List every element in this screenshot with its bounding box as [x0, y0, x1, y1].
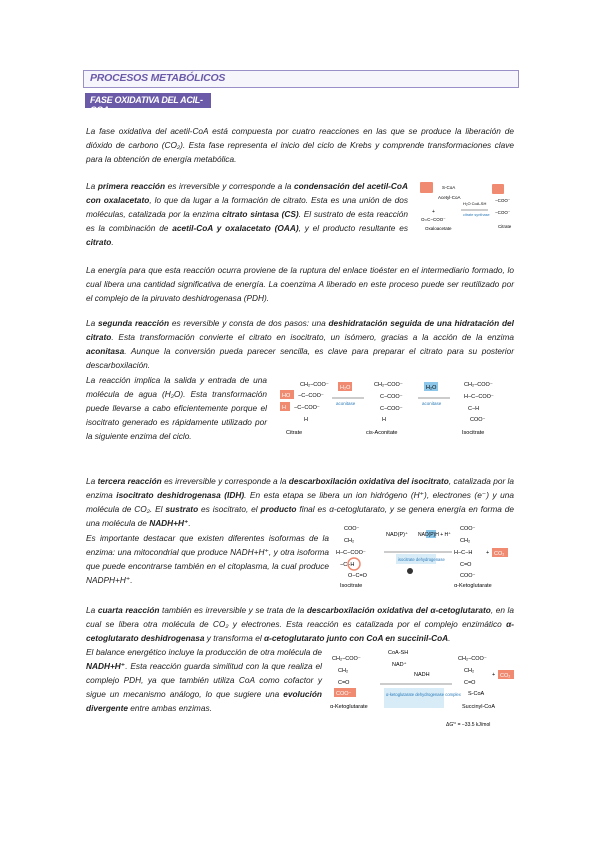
co2-label-2: CO₂	[500, 673, 511, 679]
citrate-label: Citrate	[286, 430, 303, 436]
nadh-label: NADH	[414, 672, 430, 678]
svg-text:H−C−COO⁻: H−C−COO⁻	[464, 394, 494, 400]
svg-text:CH₂: CH₂	[344, 538, 355, 544]
akgdh-label: α-ketoglutarate dehydrogenase complex	[386, 692, 461, 697]
intro-paragraph: La fase oxidativa del acetil-CoA está compuesta por cuatro reacciones en las que se produce la liberación de dióxido de carbono (CO₂). Esta fase representa el inicio del ciclo de Krebs y comprende transformaciones clave para la obtención de energía metabólica.	[86, 126, 514, 164]
reaction4-paragraph: La cuarta reacción también es irreversible y se trata de la descarboxilación oxidativa del α-cetoglutarato, en la cual se libera otra molécula de CO₂ y electrones. Esta reacción es catalizada por el complejo enzimático α-cetoglutarato deshidrogenasa y transforma el α-cetoglutarato junto con CoA en succinil-CoA.	[86, 605, 514, 643]
nadph-label: NAD(P)H + H⁺	[418, 532, 451, 538]
svg-text:+: +	[486, 550, 490, 556]
svg-text:+: +	[492, 672, 496, 678]
nadp-label: NAD(P)⁺	[386, 532, 408, 538]
svg-text:−C−COO⁻: −C−COO⁻	[294, 405, 320, 411]
nad-label: NAD⁺	[392, 662, 407, 668]
isocitrate-label: Isocitrate	[462, 430, 485, 436]
svg-text:O−C=O: O−C=O	[348, 573, 367, 579]
svg-text:−COO⁻: −COO⁻	[495, 210, 511, 215]
citrate-synthase-label: citrate synthase	[463, 213, 490, 217]
water-out-label: H₂O	[340, 385, 351, 391]
cis-aconitate-label: cis-Aconitate	[366, 430, 398, 436]
svg-text:CH₂−COO⁻: CH₂−COO⁻	[300, 382, 329, 388]
svg-text:C=O: C=O	[338, 680, 350, 686]
reaction3-paragraph: La tercera reacción es irreversible y corresponde a la descarboxilación oxidativa del isocitrato, catalizada por la enzima isocitrato deshidrogenasa (IDH). En esta etapa se libera un ion hidrógeno (H⁺), electrones (e⁻) y una molécula de CO₂. El sustrato es isocitrato, el producto final es α-cetoglutarato, y se genera energía en forma de una molécula de NADH+H⁺.	[86, 476, 514, 528]
svg-text:H: H	[304, 417, 308, 423]
svg-text:H−C−COO⁻: H−C−COO⁻	[336, 550, 366, 556]
subsection-title: FASE OXIDATIVA DEL ACIL-COA	[90, 95, 203, 115]
akg-dehydrogenase-figure	[328, 646, 518, 736]
reaction4-side-paragraph: El balance energético incluye la producción de otra molécula de NADH+H⁺. Esta reacción guarda similitud con la que realiza el complejo PDH, ya que también utiliza CoA como cofactor y sigue un mecanismo análogo, lo que sugiere una evolución divergente entre ambas enzimas.	[86, 647, 322, 713]
akg-label: α-Ketoglutarate	[454, 583, 492, 589]
svg-text:CH₂: CH₂	[338, 668, 349, 674]
coa-sh-label: CoA-SH	[388, 650, 409, 656]
acetyl-coa-label: Acetyl-CoA	[438, 195, 461, 200]
svg-text:−COO⁻: −COO⁻	[495, 198, 511, 203]
svg-text:C−COO⁻: C−COO⁻	[380, 394, 403, 400]
svg-text:H₂O CoA-SH: H₂O CoA-SH	[463, 201, 487, 206]
aconitase-label-1: aconitase	[336, 401, 356, 406]
svg-text:C−H: C−H	[468, 406, 480, 412]
svg-text:C=O: C=O	[460, 562, 472, 568]
svg-text:H: H	[282, 405, 286, 411]
svg-text:COO⁻: COO⁻	[470, 417, 486, 423]
svg-text:−C−COO⁻: −C−COO⁻	[298, 393, 324, 399]
subsection-header	[85, 93, 211, 115]
svg-text:C−COO⁻: C−COO⁻	[380, 406, 403, 412]
succinyl-coa-label: Succinyl-CoA	[462, 704, 496, 710]
svg-text:COO⁻: COO⁻	[336, 691, 352, 697]
svg-text:−C−H: −C−H	[340, 562, 355, 568]
svg-text:H: H	[382, 417, 386, 423]
svg-text:CH₂−COO⁻: CH₂−COO⁻	[332, 656, 361, 662]
section-header	[83, 70, 519, 88]
svg-text:CH₂−COO⁻: CH₂−COO⁻	[374, 382, 403, 388]
svg-text:CH₂: CH₂	[460, 538, 471, 544]
reaction2-paragraph: La segunda reacción es reversible y consta de dos pasos: una deshidratación seguida de una hidratación del citrato. Esta transformación convierte el citrato en isocitrato, un isómero, gracias a la acción de la enzima aconitasa. Aunque la conversión pueda parecer sencilla, es clave para preparar el citrato para su posterior descarboxilación.	[86, 318, 514, 370]
svg-text:CH₂−COO⁻: CH₂−COO⁻	[458, 656, 487, 662]
water-in-label: H₂O	[426, 385, 437, 391]
reaction1-paragraph: La primera reacción es irreversible y corresponde a la condensación del acetil-CoA con oxalacetato, lo que da lugar a la formación de citrato. Esta es una unión de dos moléculas, catalizada por la enzima citrato sintasa (CS). El sustrato de esta reacción es la combinación de acetil-CoA y oxalacetato (OAA), y el producto resultante es citrato.	[86, 181, 408, 247]
delta-g-label: ΔG'° = −33.5 kJ/mol	[446, 722, 491, 728]
idh-label: isocitrate dehydrogenase	[398, 557, 445, 562]
isocitrate-label: Isocitrate	[340, 583, 363, 589]
svg-text:H−C−H: H−C−H	[454, 550, 473, 556]
s-coa-label: S-CoA	[468, 691, 485, 697]
aconitase-label-2: aconitase	[422, 401, 442, 406]
svg-text:O=C−COO⁻: O=C−COO⁻	[421, 217, 446, 222]
energy-paragraph: La energía para que esta reacción ocurra proviene de la ruptura del enlace tioéster en el intermediario formado, lo cual libera una cantidad significativa de energía. La coenzima A liberado en este proceso puede ser reutilizado por el complejo de la piruvato deshidrogenasa (PDH).	[86, 265, 514, 303]
svg-text:HO: HO	[282, 393, 291, 399]
svg-text:C=O: C=O	[464, 680, 476, 686]
akg-label: α-Ketoglutarate	[330, 704, 368, 710]
reaction3-side-paragraph: Es importante destacar que existen diferentes isoformas de la enzima: una mitocondrial que produce NADH+H⁺, y otra isoforma que puede encontrarse también en el citoplasma, la cual produce NADPH+H⁺.	[86, 533, 329, 585]
svg-text:COO⁻: COO⁻	[460, 526, 476, 532]
svg-text:+: +	[432, 209, 435, 215]
citrate-synthase-figure	[418, 180, 522, 232]
s-coa-label: S-CoA	[442, 185, 456, 190]
svg-text:COO⁻: COO⁻	[460, 573, 476, 579]
oxaloacetate-label: Oxaloacetate	[425, 226, 452, 231]
svg-text:CH₂−COO⁻: CH₂−COO⁻	[464, 382, 493, 388]
svg-text:COO⁻: COO⁻	[344, 526, 360, 532]
co2-label: CO₂	[494, 551, 505, 557]
citrate-label: Citrate	[498, 224, 512, 229]
reaction2-side-paragraph: La reacción implica la salida y entrada de una molécula de agua (H₂O). Esta transformación puede llevarse a cabo eficientemente porque el isocitrato generado es rápidamente utilizado por la siguiente enzima del ciclo.	[86, 375, 267, 441]
isocitrate-dehydrogenase-figure	[334, 524, 518, 590]
aconitase-figure	[276, 378, 516, 450]
section-title: PROCESOS METABÓLICOS	[90, 72, 226, 84]
svg-text:CH₂: CH₂	[464, 668, 475, 674]
